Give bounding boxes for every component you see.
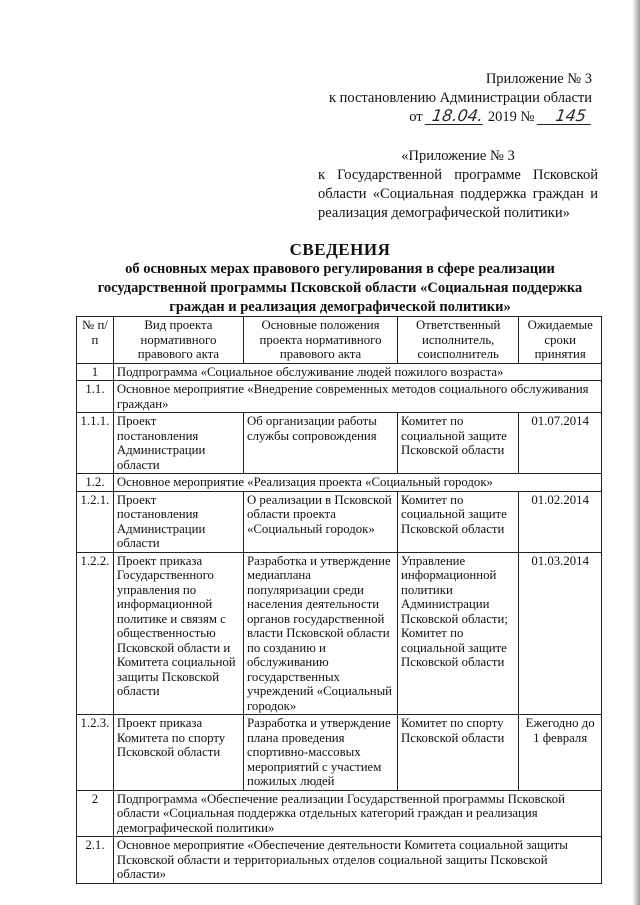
table-row <box>77 474 602 492</box>
attachment-title: Приложение № 3 <box>485 71 592 87</box>
row-number: 1.2.2. <box>77 552 114 715</box>
table-row <box>77 491 602 552</box>
document-heading <box>80 240 600 317</box>
program-attachment-title: «Приложение № 3 <box>401 148 515 164</box>
date-cell: 01.02.2014 <box>519 491 602 552</box>
table-header-row <box>77 317 602 364</box>
header-act-type: Вид проекта нормативного правового акта <box>113 317 243 364</box>
row-number: 1 <box>77 363 114 381</box>
heading-main: СВЕДЕНИЯ <box>289 240 391 259</box>
handwritten-number: 145 <box>537 108 593 125</box>
date-cell: Ежегодно до 1 февраля <box>519 715 602 791</box>
header-provisions: Основные положения проекта нормативного правового акта <box>243 317 397 364</box>
scan-page-edge <box>632 0 640 905</box>
date-cell: 01.07.2014 <box>519 413 602 474</box>
year-label: 2019 № <box>487 109 535 125</box>
attachment-block <box>329 70 592 127</box>
table-row <box>77 790 602 837</box>
subprogram-title: Подпрограмма «Обеспечение реализации Государственной программы Псковской области «Социальная поддержка отдельных категорий граждан и реализация демографической политики» <box>113 790 601 837</box>
header-executor: Ответственный исполнитель, соисполнитель <box>398 317 519 364</box>
provisions-cell: Об организации работы службы сопровождения <box>243 413 397 474</box>
activity-title: Основное мероприятие «Внедрение современных методов социального обслуживания граждан» <box>113 381 601 413</box>
act-type-cell: Проект постановления Администрации области <box>113 413 243 474</box>
provisions-cell: Разработка и утверждение плана проведения спортивно-массовых мероприятий с участием пожилых людей <box>243 715 397 791</box>
act-type-cell: Проект приказа Комитета по спорту Псковской области <box>113 715 243 791</box>
activity-title: Основное мероприятие «Обеспечение деятельности Комитета социальной защиты Псковской области и территориальных отделов социальной защиты Псковской области» <box>113 837 601 884</box>
heading-subtitle: об основных мерах правового регулирования в сфере реализации государственной программы Псковской области «Социальная поддержка граждан и реализация демографической политики» <box>97 261 583 315</box>
row-number: 1.2. <box>77 474 114 492</box>
provisions-cell: Разработка и утверждение медиаплана популяризации среди населения деятельности органов государственной власти Псковской области по созданию и обслуживанию государственных учреждений «Социальный городок» <box>243 552 397 715</box>
row-number: 1.2.1. <box>77 491 114 552</box>
row-number: 1.2.3. <box>77 715 114 791</box>
activity-title: Основное мероприятие «Реализация проекта «Социальный городок» <box>113 474 601 492</box>
act-type-cell: Проект постановления Администрации области <box>113 491 243 552</box>
table-row <box>77 837 602 884</box>
table-row <box>77 381 602 413</box>
table-row <box>77 715 602 791</box>
act-type-cell: Проект приказа Государственного управления по информационной политике и связям с общественностью Псковской области и Комитета социальной защиты Псковской области <box>113 552 243 715</box>
date-cell: 01.03.2014 <box>519 552 602 715</box>
subprogram-title: Подпрограмма «Социальное обслуживание людей пожилого возраста» <box>113 363 601 381</box>
table-row <box>77 552 602 715</box>
executor-cell: Комитет по социальной защите Псковской области <box>398 491 519 552</box>
row-number: 1.1.1. <box>77 413 114 474</box>
row-number: 2 <box>77 790 114 837</box>
handwritten-date: 18.04. <box>425 108 485 125</box>
program-attachment-block <box>318 147 598 223</box>
table-row <box>77 363 602 381</box>
program-attachment-text: к Государственной программе Псковской области «Социальная поддержка граждан и реализация демографической политики» <box>318 167 598 221</box>
row-number: 1.1. <box>77 381 114 413</box>
table-row <box>77 413 602 474</box>
row-number: 2.1. <box>77 837 114 884</box>
header-number: № п/п <box>77 317 114 364</box>
header-dates: Ожидаемые сроки принятия <box>519 317 602 364</box>
date-prefix: от <box>409 109 423 125</box>
provisions-cell: О реализации в Псковской области проекта «Социальный городок» <box>243 491 397 552</box>
executor-cell: Комитет по социальной защите Псковской области <box>398 413 519 474</box>
executor-cell: Комитет по спорту Псковской области <box>398 715 519 791</box>
measures-table <box>76 316 602 884</box>
attachment-resolution: к постановлению Администрации области <box>328 90 592 106</box>
attachment-date-line <box>329 108 592 127</box>
executor-cell: Управление информационной политики Администрации Псковской области; Комитет по социальной защите Псковской области <box>398 552 519 715</box>
